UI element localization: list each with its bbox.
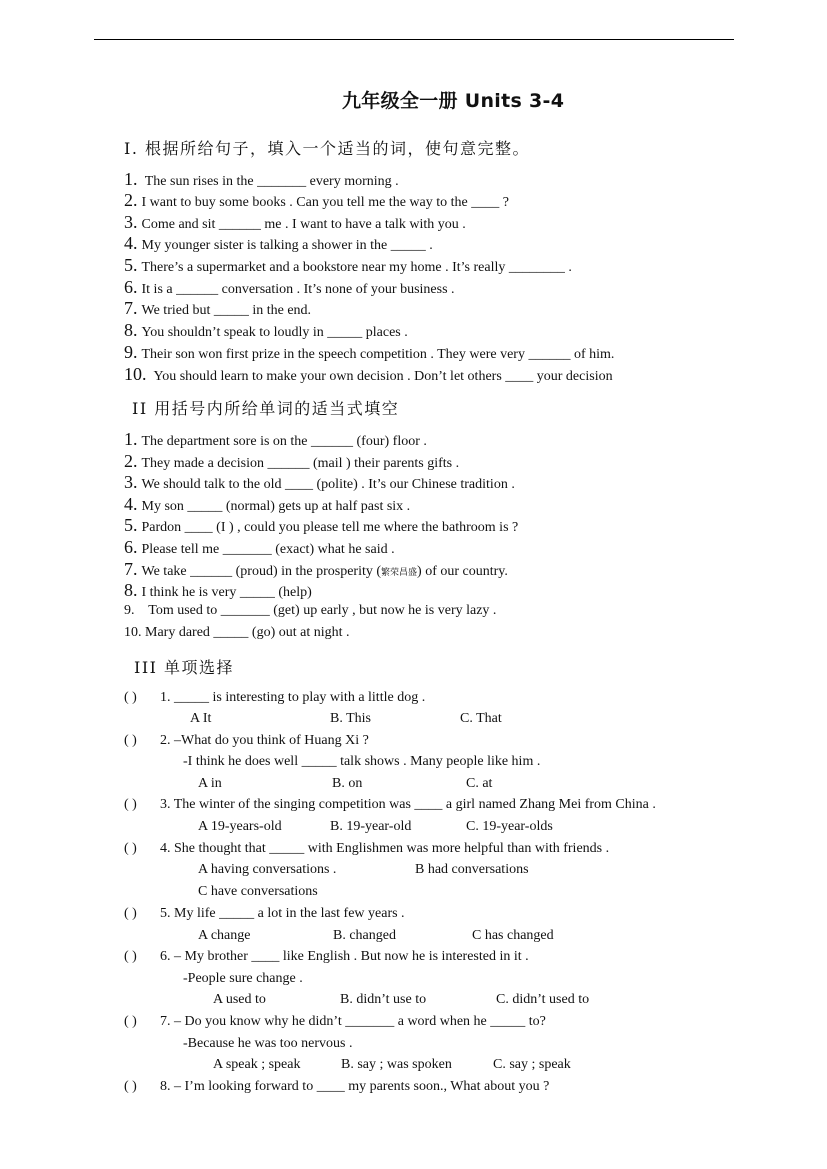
s2-item-1	[124, 431, 427, 450]
section-3-heading: III 单项选择	[134, 658, 235, 677]
q4-option-b: B had conversations	[415, 862, 529, 877]
s2-item-8	[124, 582, 312, 601]
item-number: 7.	[124, 559, 138, 579]
q8-paren: ( )	[124, 1079, 137, 1094]
page-title: 九年级全一册 Units 3-4	[342, 90, 565, 112]
item-text: You shouldn’t speak to loudly in _____ places .	[141, 325, 408, 340]
q3-stem: 3. The winter of the singing competition was ____ a girl named Zhang Mei from China .	[160, 797, 656, 812]
top-rule	[94, 39, 734, 40]
s2-item-2	[124, 453, 459, 472]
s1-item-10	[124, 366, 613, 385]
s2-item-7	[124, 561, 508, 581]
q2-option-b: B. on	[332, 776, 363, 791]
item-text: I want to buy some books . Can you tell me the way to the ____ ?	[141, 195, 509, 210]
section-2-heading: II 用括号内所给单词的适当式填空	[132, 399, 400, 418]
q6-option-a: A used to	[213, 992, 266, 1007]
q6-stem-2: -People sure change .	[183, 971, 303, 986]
q1-stem: 1. _____ is interesting to play with a little dog .	[160, 690, 426, 705]
q1-paren: ( )	[124, 690, 137, 705]
item-number: 4.	[124, 233, 138, 253]
item-number: 10.	[124, 625, 142, 640]
q2-paren: ( )	[124, 733, 137, 748]
q5-paren: ( )	[124, 906, 137, 921]
q2-stem-2: -I think he does well _____ talk shows . Many people like him .	[183, 754, 541, 769]
q4-option-c: C have conversations	[198, 884, 318, 899]
s2-item-5	[124, 517, 518, 536]
q5-option-b: B. changed	[333, 928, 396, 943]
q2-option-c: C. at	[466, 776, 493, 791]
q6-option-c: C. didn’t used to	[496, 992, 590, 1007]
q3-option-c: C. 19-year-olds	[466, 819, 553, 834]
item-number: 9.	[124, 603, 135, 618]
q3-option-b: B. 19-year-old	[330, 819, 412, 834]
q2-stem: 2. –What do you think of Huang Xi ?	[160, 733, 369, 748]
item-number: 8.	[124, 580, 138, 600]
item-number: 1.	[124, 429, 138, 449]
item-text: I think he is very _____ (help)	[141, 585, 312, 600]
item-text: You should learn to make your own decision . Don’t let others ____ your decision	[153, 369, 613, 384]
s1-item-2	[124, 192, 509, 211]
item-text: We tried but _____ in the end.	[141, 303, 312, 318]
q5-stem: 5. My life _____ a lot in the last few years .	[160, 906, 405, 921]
item-number: 1.	[124, 169, 138, 189]
q1-option-a: A It	[190, 711, 212, 726]
item-text: Please tell me _______ (exact) what he said .	[141, 542, 395, 557]
item-text: Pardon ____ (I ) , could you please tell me where the bathroom is ?	[141, 520, 519, 535]
item-number: 7.	[124, 298, 138, 318]
s2-item-10	[124, 625, 350, 641]
q6-option-b: B. didn’t use to	[340, 992, 427, 1007]
q1-option-b: B. This	[330, 711, 371, 726]
q7-stem: 7. – Do you know why he didn’t _______ a word when he _____ to?	[160, 1014, 546, 1029]
s2-item-6	[124, 539, 395, 558]
item-text: It is a ______ conversation . It’s none of your business .	[141, 282, 455, 297]
s2-item-4	[124, 496, 410, 515]
item-text: Mary dared _____ (go) out at night .	[145, 625, 350, 640]
s1-item-9	[124, 344, 614, 363]
item-number: 3.	[124, 472, 138, 492]
s1-item-7	[124, 300, 311, 319]
s2-item-9	[124, 603, 496, 619]
item-text: We take ______ (proud) in the prosperity (	[141, 564, 382, 579]
item-number: 8.	[124, 320, 138, 340]
item-text: They made a decision ______ (mail ) their parents gifts .	[141, 456, 460, 471]
item-text: My younger sister is talking a shower in the _____ .	[141, 238, 433, 253]
s1-item-6	[124, 279, 455, 298]
item-text: We should talk to the old ____ (polite) . It’s our Chinese tradition .	[141, 477, 515, 492]
item-text-tail: ) of our country.	[417, 564, 508, 579]
q5-option-c: C has changed	[472, 928, 554, 943]
q7-option-c: C. say ; speak	[493, 1057, 571, 1072]
s1-item-5	[124, 257, 572, 276]
item-number: 10.	[124, 364, 147, 384]
item-number: 2.	[124, 451, 138, 471]
q1-option-c: C. That	[460, 711, 502, 726]
q3-paren: ( )	[124, 797, 137, 812]
s2-item-3	[124, 474, 515, 493]
s1-item-8	[124, 322, 408, 341]
item-number: 9.	[124, 342, 138, 362]
q3-option-a: A 19-years-old	[198, 819, 282, 834]
q7-stem-2: -Because he was too nervous .	[183, 1036, 353, 1051]
section-1-heading: I. 根据所给句子，填入一个适当的词，使句意完整。	[124, 139, 530, 158]
item-number: 2.	[124, 190, 138, 210]
q7-paren: ( )	[124, 1014, 137, 1029]
q7-option-a: A speak ; speak	[213, 1057, 301, 1072]
item-text: There’s a supermarket and a bookstore near my home . It’s really ________ .	[141, 260, 572, 275]
item-number: 3.	[124, 212, 138, 232]
q8-stem: 8. – I’m looking forward to ____ my parents soon., What about you ?	[160, 1079, 550, 1094]
q4-stem: 4. She thought that _____ with Englishmen was more helpful than with friends .	[160, 841, 610, 856]
q7-option-b: B. say ; was spoken	[341, 1057, 452, 1072]
q5-option-a: A change	[198, 928, 251, 943]
s1-item-3	[124, 214, 466, 233]
q4-option-a: A having conversations .	[198, 862, 337, 877]
q2-option-a: A in	[198, 776, 222, 791]
item-number: 5.	[124, 515, 138, 535]
item-text: My son _____ (normal) gets up at half past six .	[141, 499, 411, 514]
s1-item-1	[124, 171, 399, 190]
item-number: 6.	[124, 537, 138, 557]
item-text: Their son won first prize in the speech competition . They were very ______ of him.	[141, 347, 615, 362]
s1-item-4	[124, 235, 433, 254]
item-number: 4.	[124, 494, 138, 514]
item-text: Come and sit ______ me . I want to have a talk with you .	[141, 217, 466, 232]
q6-stem: 6. – My brother ____ like English . But now he is interested in it .	[160, 949, 529, 964]
q6-paren: ( )	[124, 949, 137, 964]
item-text: Tom used to _______ (get) up early , but now he is very lazy .	[148, 603, 497, 618]
item-number: 6.	[124, 277, 138, 297]
item-note: 繁荣昌盛	[381, 568, 418, 578]
q4-paren: ( )	[124, 841, 137, 856]
item-number: 5.	[124, 255, 138, 275]
item-text: The department sore is on the ______ (four) floor .	[141, 434, 427, 449]
item-text: The sun rises in the _______ every morning .	[144, 174, 399, 189]
